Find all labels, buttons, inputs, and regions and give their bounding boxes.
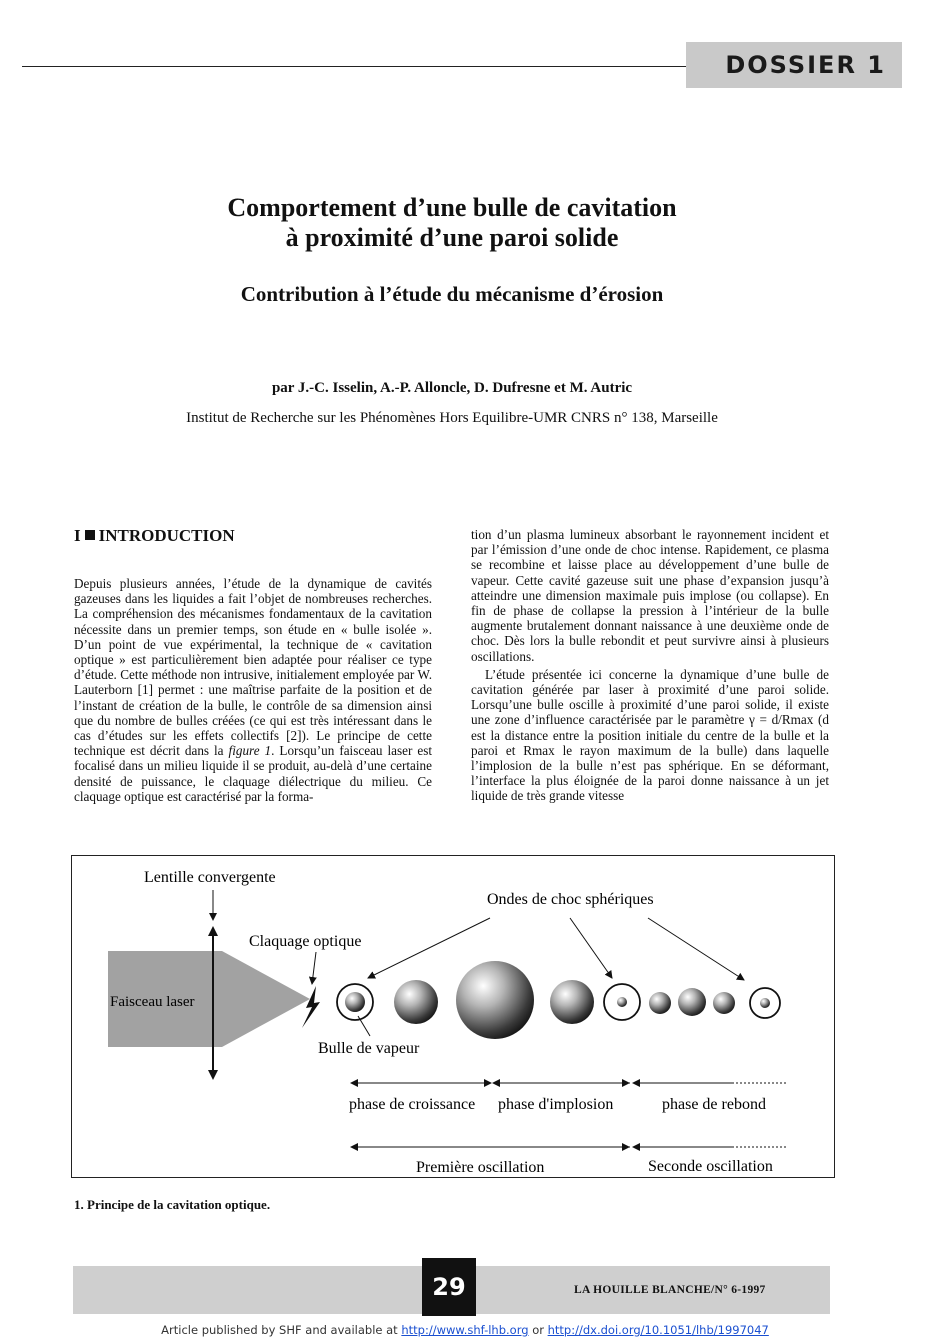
bubble (394, 980, 438, 1024)
section-heading (74, 526, 235, 546)
arrowhead-right-icon (622, 1143, 630, 1151)
article-subtitle: Contribution à l’étude du mécanisme d’érosion (240, 282, 664, 306)
paragraph: L’étude présentée ici concerne la dynamique d’une bulle de cavitation générée par laser à proximité d’une paroi solide. Lorsqu’une bulle oscille à proximité d’une paroi solide, il existe une zone d’influence caractérisée par le paramètre γ = d/Rmax (d est la distance entre la position initiale du centre de la bulle et la paroi et Rmax le rayon maximum de la bulle) dans laquelle l’implosion de la bulle n’est pas sphérique. En se déformant, l’interface la plus éloignée de la paroi donne naissance à un jet liquide de très grande vitesse (471, 666, 829, 804)
shock-pointer-arrow (570, 918, 612, 978)
arrowhead-left-icon (492, 1079, 500, 1087)
article-title (0, 193, 904, 253)
header-rule (22, 66, 690, 67)
credit-text: Article published by SHF and available at (161, 1323, 402, 1337)
arrowhead-right-icon (622, 1079, 630, 1087)
title-line-1: Comportement d’une bulle de cavitation (227, 193, 677, 222)
bubble-pointer-line (358, 1016, 370, 1036)
bubble (649, 992, 671, 1014)
phase-implosion-label: phase d'implosion (498, 1096, 614, 1113)
paragraph-text: . Lorsqu’un faisceau laser est focalisé dans un milieu liquide il se produit, au-delà d’une certaine densité de puissance, le claquage diélectrique du milieu. Ce claquage optique est caractérisé par la forma- (74, 743, 433, 804)
lens-label: Lentille convergente (144, 869, 276, 886)
title-line-2: à proximité d’une paroi solide (285, 223, 619, 252)
authors: par J.-C. Isselin, A.-P. Alloncle, D. Dufresne et M. Autric (271, 380, 633, 396)
phase-rebound-label: phase de rebond (662, 1096, 766, 1113)
paragraph: tion d’un plasma lumineux absorbant le rayonnement incident et par l’émission d’une onde de choc intense. Rapidement, ce plasma se recombine et laisse place au développement d’une bulle de vapeur. Cette cavité gazeuse suit une phase d’expansion jusqu’à atteindre une dimension maximale puis implose (ou collapse). En fin de phase de collapse la pression à l’intérieur de la bulle augmente brutalement donnant naissance à une deuxième onde de choc. Dès lors la bulle rebondit et peut survivre ainsi à plusieurs oscillations. (471, 527, 829, 664)
figure-caption: 1. Principe de la cavitation optique. (74, 1197, 271, 1212)
shock-waves-label: Ondes de choc sphériques (487, 891, 654, 908)
breakdown-pointer-arrow (312, 952, 316, 984)
bubble (678, 988, 706, 1016)
shf-link[interactable]: http://www.shf-lhb.org (401, 1323, 529, 1337)
bubble (345, 992, 365, 1012)
publisher-credit (0, 1323, 930, 1337)
figure-frame (71, 855, 835, 1178)
arrowhead-left-icon (632, 1079, 640, 1087)
text-column-left (74, 576, 432, 804)
text-column-right (471, 527, 829, 804)
section-title: INTRODUCTION (98, 526, 235, 545)
cavitation-diagram (72, 856, 833, 1176)
dossier-tab: DOSSIER 1 (686, 42, 902, 88)
lens-arrow-top-icon (208, 926, 218, 936)
arrowhead-left-icon (350, 1143, 358, 1151)
phase-growth-label: phase de croissance (349, 1096, 476, 1113)
doi-link[interactable]: http://dx.doi.org/10.1051/lhb/1997047 (547, 1323, 769, 1337)
section-number: I (74, 526, 81, 545)
arrowhead-right-icon (484, 1079, 492, 1087)
bubble-maximum (456, 961, 534, 1039)
laser-label: Faisceau laser (110, 994, 195, 1010)
institute: Institut de Recherche sur les Phénomènes Hors Equilibre-UMR CNRS n° 138, Marseille (186, 410, 718, 426)
bubble (550, 980, 594, 1024)
lens-arrow-bottom-icon (208, 1070, 218, 1080)
arrowhead-left-icon (350, 1079, 358, 1087)
figure-reference: figure 1 (228, 743, 272, 759)
shock-pointer-arrow (648, 918, 744, 980)
bubble-label: Bulle de vapeur (318, 1040, 420, 1057)
paragraph (74, 576, 432, 804)
spark-icon (302, 986, 320, 1028)
arrowhead-left-icon (632, 1143, 640, 1151)
journal-reference: LA HOUILLE BLANCHE/N° 6-1997 (574, 1284, 766, 1296)
bullet-square-icon (85, 530, 95, 540)
bubble (760, 998, 770, 1008)
bubble (617, 997, 627, 1007)
bubble (713, 992, 735, 1014)
breakdown-label: Claquage optique (249, 933, 362, 950)
second-oscillation-label: Seconde oscillation (648, 1158, 773, 1175)
first-oscillation-label: Première oscillation (416, 1159, 545, 1176)
page-number: 29 (422, 1258, 476, 1316)
credit-or: or (528, 1323, 548, 1337)
paragraph-text: Depuis plusieurs années, l’étude de la dynamique de cavités gazeuses dans les liquides a fait l’objet de nombreuses recherches. La compréhension des mécanismes fondamentaux de la cavitation nécessite dans un premier temps, son étude en « bulle isolée ». D’un point de vue expérimental, la technique de « cavitation optique » est particulièrement bien adaptée pour réaliser ce type d’étude. Cette méthode non intrusive, initialement employée par W. Lauterborn [1] permet : une maîtrise parfaite de la position et de l’instant de création de la bulle, le contrôle de sa dimension ainsi que du nombre de bulles créées (ce qui est très intéressant dans le cas d’études sur les effets collectifs [2]). Le principe de cette technique est décrit dans la (74, 576, 432, 759)
